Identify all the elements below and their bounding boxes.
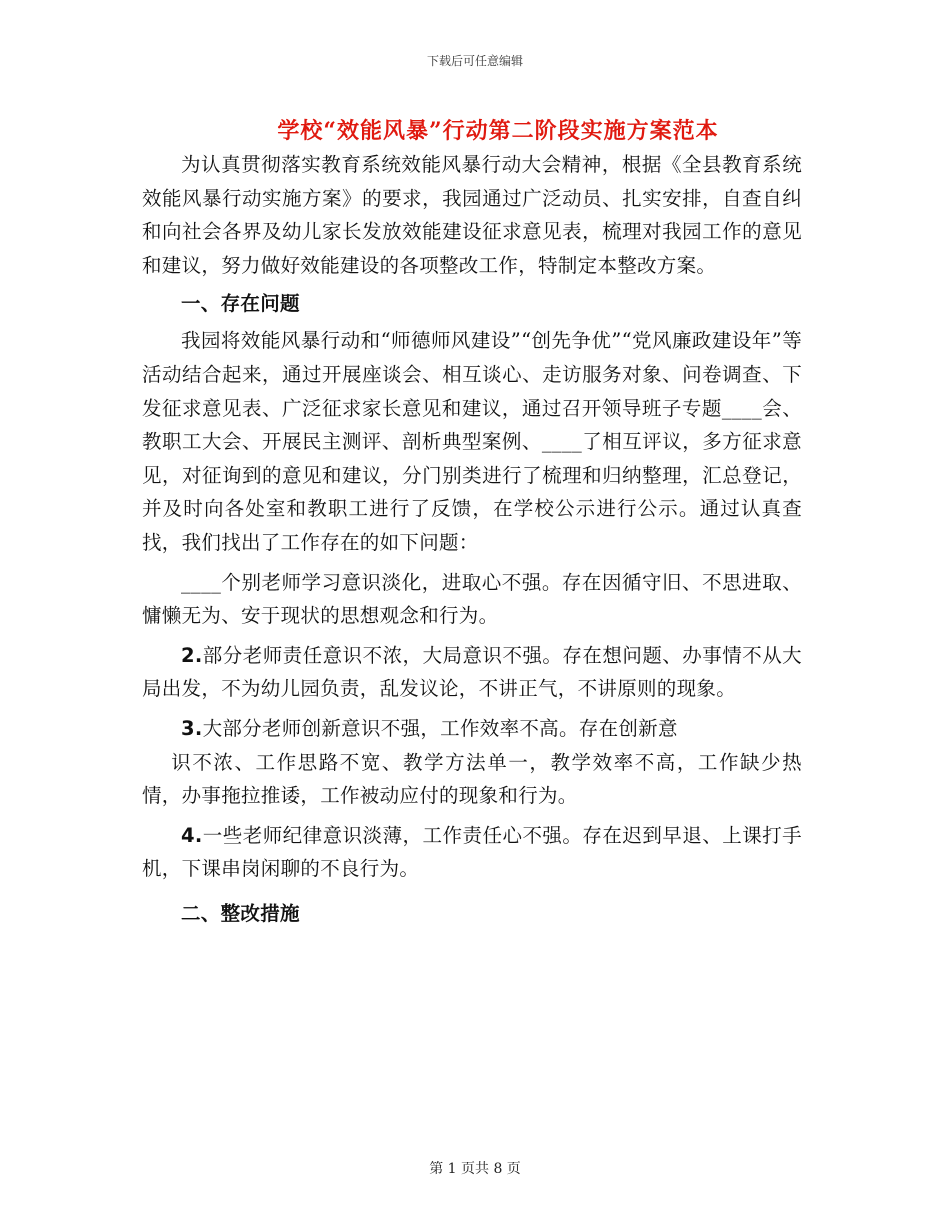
problems-paragraph: 我园将效能风暴行动和“师德师风建设”“创先争优”“党风廉政建设年”等活动结合起来，通过开展座谈会、相互谈心、走访服务对象、问卷调查、下发征求意见表、广泛征求家长意见和建议，通过召开领导班子专题____会、教职工大会、开展民主测评、剖析典型案例、____了相互评议，多方征求意见，对征询到的意见和建议，分门别类进行了梳理和归纳整理，汇总登记，并及时向各处室和教职工进行了反馈，在学校公示进行公示。通过认真查找，我们找出了工作存在的如下问题： (142, 329, 802, 554)
item-number: 2. (181, 643, 203, 667)
problem-item-3-continued (142, 746, 802, 813)
page-footer: 第 1 页共 8 页 (429, 1161, 521, 1177)
document-body (142, 148, 802, 934)
item-text: 一些老师纪律意识淡薄，工作责任心不强。存在迟到早退、上课打手机，下课串岗闲聊的不良行为。 (142, 823, 802, 881)
item-number: 4. (181, 823, 203, 847)
problem-item-2 (142, 639, 802, 706)
problem-item-1 (142, 566, 802, 633)
section-heading-problems: 一、存在问题 (181, 292, 300, 316)
item-number: 3. (181, 716, 203, 740)
item-text: 大部分老师创新意识不强，工作效率不高。存在创新意 (202, 716, 678, 740)
section-heading-measures: 二、整改措施 (181, 901, 300, 925)
item-text: 部分老师责任意识不浓，大局意识不强。存在想问题、办事情不从大局出发，不为幼儿园负责，乱发议论，不讲正气，不讲原则的现象。 (142, 643, 802, 701)
document-title: 学校“效能风暴”行动第二阶段实施方案范本 (277, 118, 719, 144)
item-text: ____个别老师学习意识淡化，进取心不强。存在因循守旧、不思进取、慵懒无为、安于现状的思想观念和行为。 (142, 570, 802, 628)
problem-item-4 (142, 819, 802, 886)
item-text: 识不浓、工作思路不宽、教学方法单一，教学效率不高，工作缺少热情，办事拖拉推诿，工作被动应付的现象和行为。 (142, 750, 802, 808)
header-note: 下载后可任意编辑 (426, 54, 523, 68)
problem-item-3 (142, 712, 802, 746)
intro-paragraph: 为认真贯彻落实教育系统效能风暴行动大会精神，根据《全县教育系统效能风暴行动实施方案》的要求，我园通过广泛动员、扎实安排，自查自纠和向社会各界及幼儿家长发放效能建设征求意见表，梳理对我园工作的意见和建议，努力做好效能建设的各项整改工作，特制定本整改方案。 (142, 153, 802, 277)
